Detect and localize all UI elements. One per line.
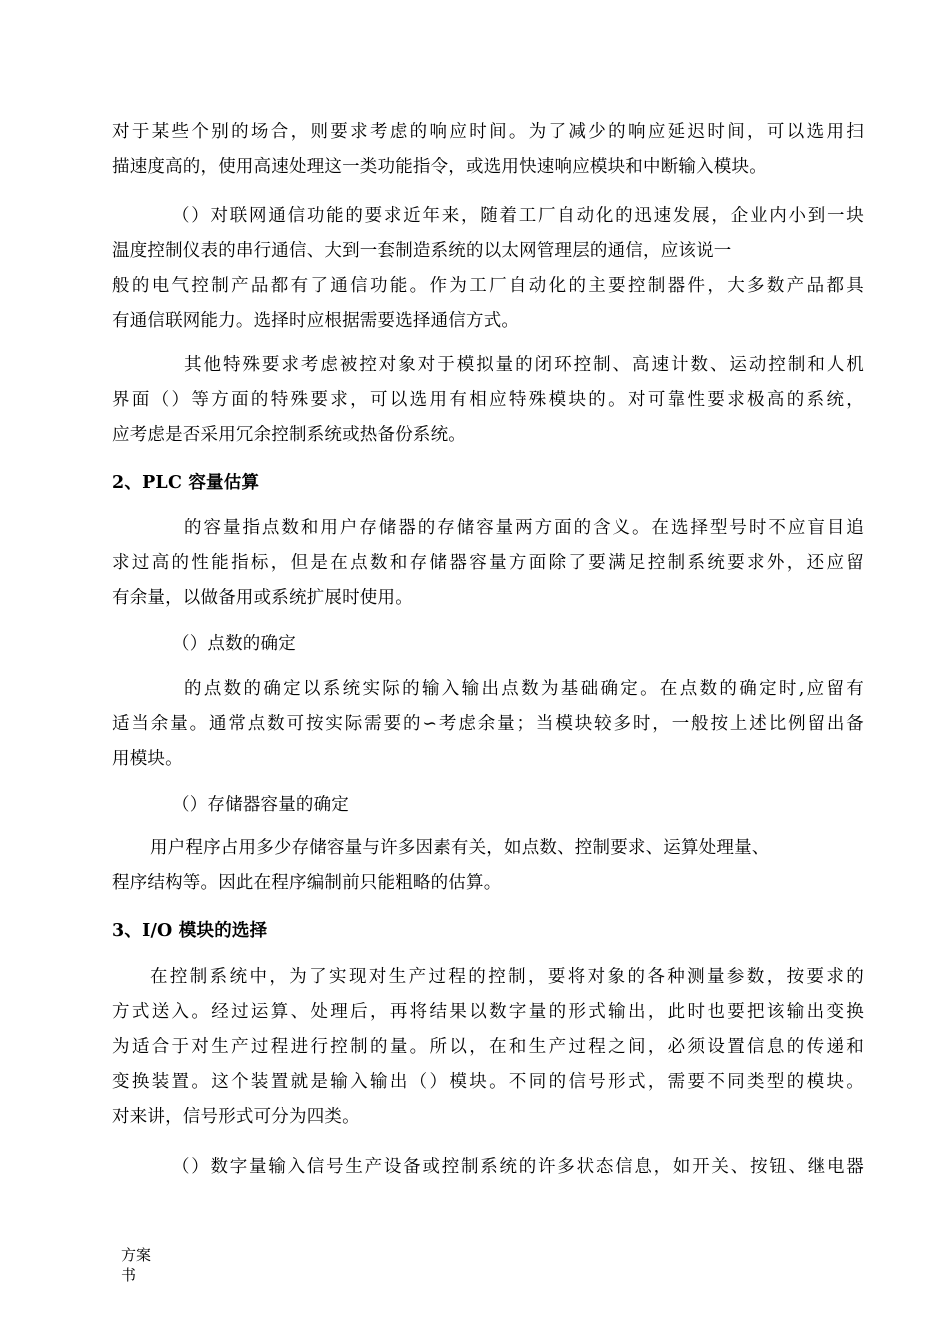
body-line-18: 在控制系统中，为了实现对生产过程的控制，要将对象的各种测量参数，按要求的 [150, 967, 864, 987]
body-line-17: 程序结构等。因此在程序编制前只能粗略的估算。 [112, 873, 502, 893]
body-line-13: 的点数的确定以系统实际的输入输出点数为基础确定。在点数的确定时,应留有 [184, 679, 864, 699]
body-line-7: 其他特殊要求考虑被控对象对于模拟量的闭环控制、高速计数、运动控制和人机 [184, 355, 864, 375]
body-line-16: 用户程序占用多少存储容量与许多因素有关，如点数、控制要求、运算处理量、 [150, 838, 770, 858]
subheading-memory: （）存储器容量的确定 [172, 795, 349, 815]
body-line-11: 求过高的性能指标，但是在点数和存储器容量方面除了要满足控制系统要求外，还应留 [112, 553, 864, 573]
body-line-8: 界面（）等方面的特殊要求，可以选用有相应特殊模块的。对可靠性要求极高的系统， [112, 390, 864, 410]
body-line-15: 用模块。 [112, 749, 183, 769]
body-line-19: 方式送入。经过运算、处理后，再将结果以数字量的形式输出，此时也要把该输出变换 [112, 1002, 864, 1022]
page-footer: 方案书 [121, 1246, 152, 1284]
body-line-2: 描速度高的，使用高速处理这一类功能指令，或选用快速响应模块和中断输入模块。 [112, 157, 767, 177]
body-line-10: 的容量指点数和用户存储器的存储容量两方面的含义。在选择型号时不应盲目追 [184, 518, 864, 538]
section-heading-2: 2、PLC 容量估算 [112, 473, 260, 493]
body-line-9: 应考虑是否采用冗余控制系统或热备份系统。 [112, 425, 466, 445]
body-line-1: 对于某些个别的场合，则要求考虑的响应时间。为了减少的响应延迟时间，可以选用扫 [112, 122, 864, 142]
body-line-21: 变换装置。这个装置就是输入输出（）模块。不同的信号形式，需要不同类型的模块。 [112, 1072, 864, 1092]
body-line-23: （）数字量输入信号生产设备或控制系统的许多状态信息，如开关、按钮、继电器 [172, 1157, 864, 1177]
body-line-6: 有通信联网能力。选择时应根据需要选择通信方式。 [112, 311, 520, 331]
subheading-points: （）点数的确定 [172, 634, 296, 654]
body-line-5: 般的电气控制产品都有了通信功能。作为工厂自动化的主要控制器件，大多数产品都具 [112, 276, 864, 296]
body-line-22: 对来讲，信号形式可分为四类。 [112, 1107, 360, 1127]
body-line-14: 适当余量。通常点数可按实际需要的∽考虑余量；当模块较多时，一般按上述比例留出备 [112, 714, 864, 734]
section-heading-3: 3、I/O 模块的选择 [112, 921, 268, 941]
body-line-4: 温度控制仪表的串行通信、大到一套制造系统的以太网管理层的通信，应该说一 [112, 241, 732, 261]
body-line-20: 为适合于对生产过程进行控制的量。所以，在和生产过程之间，必须设置信息的传递和 [112, 1037, 864, 1057]
body-line-3: （）对联网通信功能的要求近年来，随着工厂自动化的迅速发展，企业内小到一块 [172, 206, 864, 226]
body-line-12: 有余量，以做备用或系统扩展时使用。 [112, 588, 413, 608]
